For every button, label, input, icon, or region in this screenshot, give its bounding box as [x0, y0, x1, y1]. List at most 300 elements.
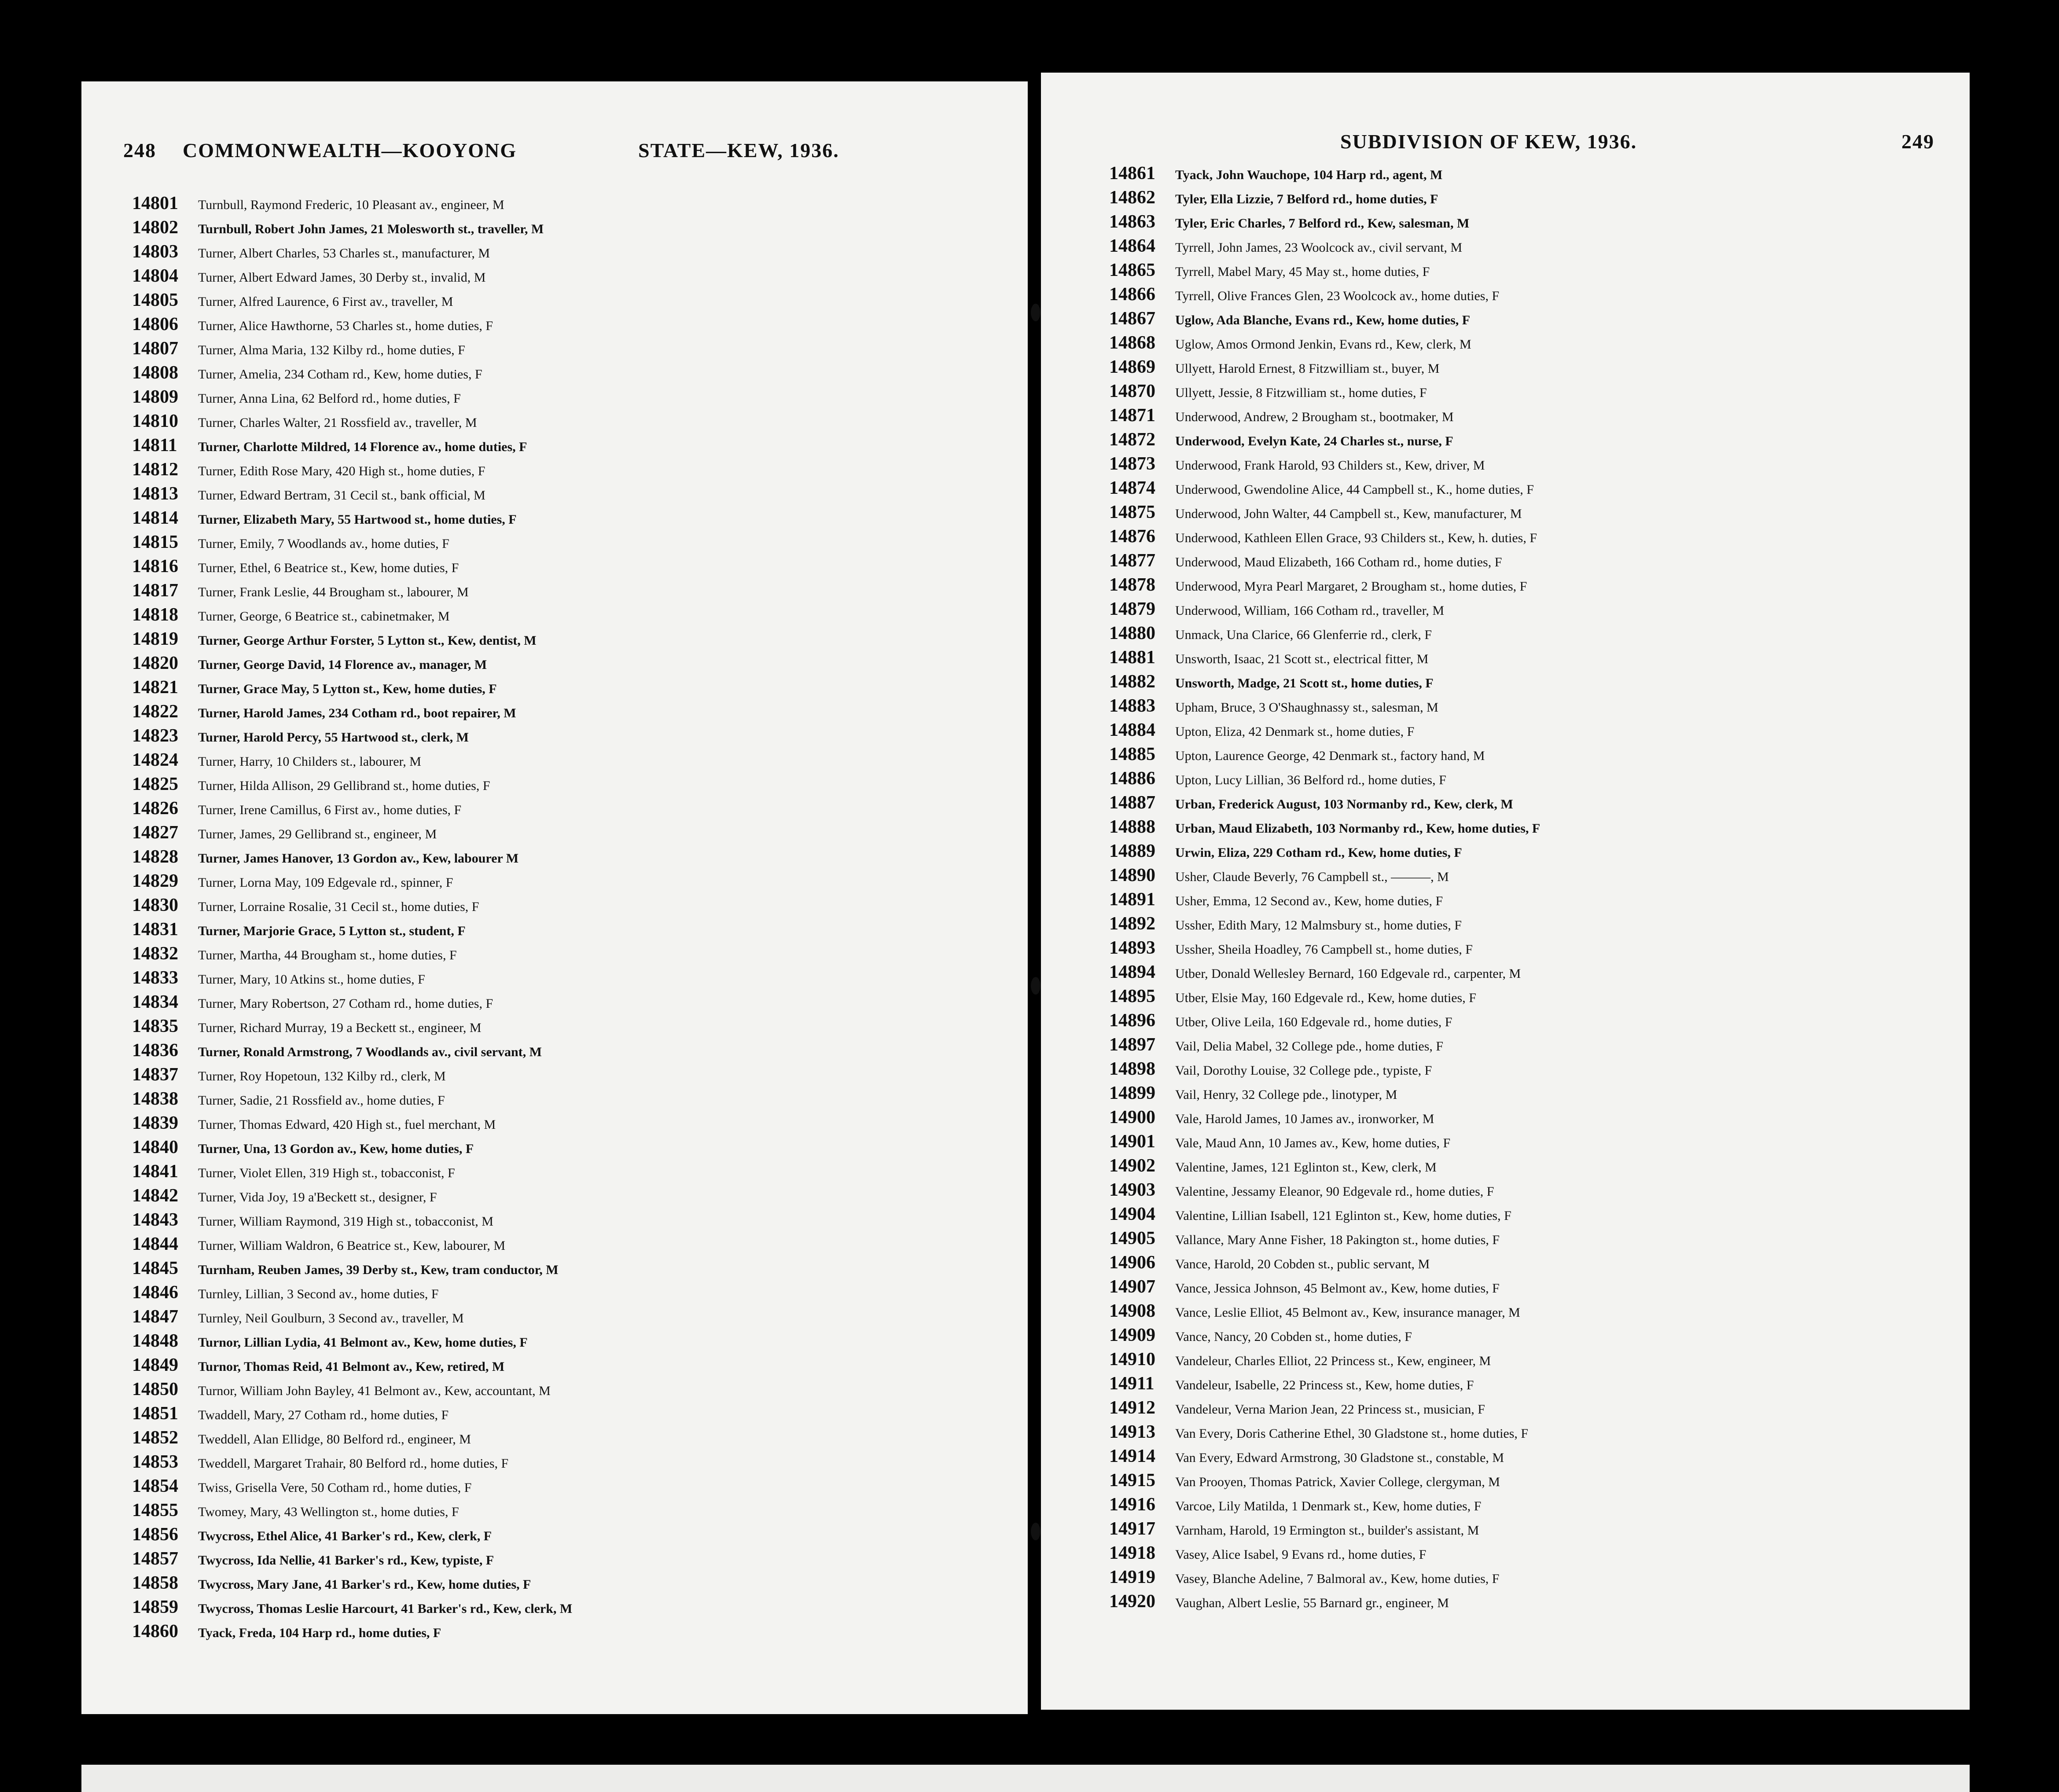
elector-details: Upham, Bruce, 3 O'Shaughnassy st., salesman, M: [1175, 700, 1438, 715]
elector-entry: [81, 845, 1028, 869]
elector-entry: [81, 893, 1028, 918]
elector-number: 14862: [1109, 187, 1155, 208]
elector-details: Turner, George David, 14 Florence av., manager, M: [198, 657, 487, 672]
elector-details: Turner, Vida Joy, 19 a'Beckett st., designer, F: [198, 1190, 437, 1204]
left-page: [81, 81, 1028, 1714]
elector-details: Turner, Marjorie Grace, 5 Lytton st., student, F: [198, 924, 466, 938]
elector-details: Underwood, Andrew, 2 Brougham st., bootmaker, M: [1175, 410, 1454, 424]
binding-mark-bottom: [1031, 1523, 1041, 1540]
binding-mark-middle: [1031, 977, 1041, 995]
elector-details: Vance, Harold, 20 Cobden st., public servant, M: [1175, 1257, 1430, 1271]
elector-entry: [1041, 1590, 1970, 1614]
elector-details: Underwood, Myra Pearl Margaret, 2 Brougham st., home duties, F: [1175, 579, 1527, 594]
elector-details: Utber, Elsie May, 160 Edgevale rd., Kew, home duties, F: [1175, 991, 1476, 1005]
elector-number: 14823: [132, 726, 178, 746]
elector-details: Turner, Richard Murray, 19 a Beckett st., engineer, M: [198, 1021, 482, 1035]
elector-details: Turner, Charles Walter, 21 Rossfield av., traveller, M: [198, 415, 477, 430]
elector-details: Turner, Thomas Edward, 420 High st., fuel merchant, M: [198, 1117, 496, 1132]
elector-entry: [81, 1256, 1028, 1281]
right-page: [1041, 73, 1970, 1710]
right-page-number: 249: [1901, 130, 1934, 153]
elector-details: Tyrrell, Olive Frances Glen, 23 Woolcock av., home duties, F: [1175, 289, 1500, 303]
elector-number: 14864: [1109, 236, 1155, 256]
elector-entry: [81, 1474, 1028, 1498]
elector-number: 14839: [132, 1113, 178, 1133]
elector-number: 14803: [132, 242, 178, 262]
elector-details: Tyrrell, Mabel Mary, 45 May st., home duties, F: [1175, 264, 1430, 279]
elector-entry: [1041, 1130, 1970, 1154]
elector-entry: [1041, 767, 1970, 791]
elector-details: Twiss, Grisella Vere, 50 Cotham rd., home duties, F: [198, 1480, 472, 1495]
elector-number: 14915: [1109, 1470, 1155, 1491]
elector-details: Turner, George Arthur Forster, 5 Lytton st., Kew, dentist, M: [198, 633, 537, 648]
elector-entry: [81, 579, 1028, 603]
elector-details: Turnley, Neil Goulburn, 3 Second av., traveller, M: [198, 1311, 464, 1326]
elector-entry: [1041, 1444, 1970, 1469]
elector-number: 14828: [132, 847, 178, 867]
elector-number: 14887: [1109, 793, 1155, 813]
elector-entry: [81, 651, 1028, 676]
elector-entry: [1041, 452, 1970, 476]
right-header-title: SUBDIVISION OF KEW, 1936.: [1340, 130, 1637, 153]
elector-number: 14837: [132, 1065, 178, 1085]
elector-number: 14801: [132, 193, 178, 213]
elector-details: Turner, Irene Camillus, 6 First av., home duties, F: [198, 803, 462, 817]
elector-details: Van Prooyen, Thomas Patrick, Xavier College, clergyman, M: [1175, 1475, 1500, 1489]
elector-details: Turner, Lorna May, 109 Edgevale rd., spinner, F: [198, 875, 453, 890]
elector-details: Turnbull, Raymond Frederic, 10 Pleasant av., engineer, M: [198, 198, 504, 212]
elector-entry: [81, 821, 1028, 845]
elector-entry: [81, 1547, 1028, 1571]
elector-entry: [1041, 1299, 1970, 1323]
elector-details: Tyler, Eric Charles, 7 Belford rd., Kew, salesman, M: [1175, 216, 1470, 231]
elector-number: 14809: [132, 387, 178, 407]
elector-number: 14856: [132, 1524, 178, 1545]
left-page-header: [81, 139, 1028, 169]
elector-number: 14855: [132, 1500, 178, 1520]
elector-entry: [1041, 1372, 1970, 1396]
elector-details: Vail, Henry, 32 College pde., linotyper, M: [1175, 1087, 1397, 1102]
elector-details: Tyrrell, John James, 23 Woolcock av., civil servant, M: [1175, 240, 1463, 255]
elector-details: Turner, Violet Ellen, 319 High st., tobacconist, F: [198, 1166, 455, 1180]
elector-entry: [81, 361, 1028, 385]
elector-entry: [1041, 1517, 1970, 1541]
elector-number: 14813: [132, 484, 178, 504]
elector-entry: [1041, 1541, 1970, 1565]
elector-number: 14872: [1109, 430, 1155, 450]
elector-number: 14844: [132, 1234, 178, 1254]
elector-number: 14904: [1109, 1204, 1155, 1224]
elector-entry: [1041, 258, 1970, 283]
elector-entry: [81, 191, 1028, 216]
elector-number: 14812: [132, 459, 178, 480]
elector-details: Twycross, Mary Jane, 41 Barker's rd., Kew, home duties, F: [198, 1577, 531, 1592]
elector-number: 14821: [132, 677, 178, 698]
elector-number: 14867: [1109, 308, 1155, 329]
elector-entry: [81, 506, 1028, 530]
elector-entry: [81, 1039, 1028, 1063]
elector-details: Turnor, Thomas Reid, 41 Belmont av., Kew, retired, M: [198, 1359, 505, 1374]
elector-entry: [81, 1208, 1028, 1232]
elector-number: 14869: [1109, 357, 1155, 377]
elector-number: 14859: [132, 1597, 178, 1617]
elector-number: 14852: [132, 1428, 178, 1448]
elector-number: 14897: [1109, 1035, 1155, 1055]
elector-number: 14860: [132, 1621, 178, 1641]
elector-entry: [1041, 1178, 1970, 1202]
elector-entry: [81, 990, 1028, 1014]
elector-number: 14847: [132, 1307, 178, 1327]
elector-number: 14905: [1109, 1228, 1155, 1249]
elector-details: Turner, George, 6 Beatrice st., cabinetmaker, M: [198, 609, 450, 624]
elector-number: 14891: [1109, 889, 1155, 910]
elector-entry: [1041, 500, 1970, 525]
elector-details: Tyack, John Wauchope, 104 Harp rd., agent, M: [1175, 168, 1443, 182]
elector-number: 14824: [132, 750, 178, 770]
elector-number: 14888: [1109, 817, 1155, 837]
elector-details: Turner, Edith Rose Mary, 420 High st., home duties, F: [198, 464, 485, 478]
elector-number: 14878: [1109, 575, 1155, 595]
left-header-title: COMMONWEALTH—KOOYONG: [183, 139, 517, 162]
elector-number: 14818: [132, 605, 178, 625]
elector-number: 14835: [132, 1016, 178, 1036]
elector-number: 14815: [132, 532, 178, 552]
elector-number: 14909: [1109, 1325, 1155, 1345]
elector-entry: [81, 1014, 1028, 1039]
elector-details: Turner, Alma Maria, 132 Kilby rd., home duties, F: [198, 343, 465, 357]
elector-entry: [81, 337, 1028, 361]
elector-number: 14893: [1109, 938, 1155, 958]
elector-details: Vale, Maud Ann, 10 James av., Kew, home duties, F: [1175, 1136, 1451, 1150]
elector-details: Urwin, Eliza, 229 Cotham rd., Kew, home duties, F: [1175, 845, 1462, 860]
elector-number: 14900: [1109, 1107, 1155, 1127]
left-entry-list: [81, 191, 1028, 1644]
elector-entry: [81, 1498, 1028, 1523]
elector-entry: [81, 458, 1028, 482]
elector-entry: [1041, 379, 1970, 404]
elector-details: Vance, Nancy, 20 Cobden st., home duties, F: [1175, 1329, 1412, 1344]
elector-details: Utber, Donald Wellesley Bernard, 160 Edgevale rd., carpenter, M: [1175, 966, 1521, 981]
elector-number: 14840: [132, 1137, 178, 1157]
elector-number: 14857: [132, 1549, 178, 1569]
elector-details: Underwood, Evelyn Kate, 24 Charles st., nurse, F: [1175, 434, 1453, 448]
elector-entry: [1041, 1565, 1970, 1590]
elector-entry: [81, 748, 1028, 772]
elector-number: 14827: [132, 823, 178, 843]
elector-number: 14822: [132, 701, 178, 722]
elector-details: Unsworth, Madge, 21 Scott st., home duties, F: [1175, 676, 1434, 690]
elector-entry: [81, 240, 1028, 264]
elector-number: 14851: [132, 1403, 178, 1424]
elector-details: Turner, Elizabeth Mary, 55 Hartwood st., home duties, F: [198, 512, 517, 527]
elector-number: 14901: [1109, 1131, 1155, 1152]
elector-number: 14894: [1109, 962, 1155, 982]
elector-details: Tyack, Freda, 104 Harp rd., home duties, F: [198, 1626, 441, 1640]
elector-entry: [1041, 1493, 1970, 1517]
elector-details: Twaddell, Mary, 27 Cotham rd., home duties, F: [198, 1408, 449, 1422]
elector-entry: [81, 966, 1028, 990]
elector-entry: [1041, 549, 1970, 573]
elector-number: 14834: [132, 992, 178, 1012]
elector-number: 14917: [1109, 1519, 1155, 1539]
elector-number: 14912: [1109, 1398, 1155, 1418]
elector-number: 14910: [1109, 1349, 1155, 1370]
elector-details: Vandeleur, Charles Elliot, 22 Princess st., Kew, engineer, M: [1175, 1354, 1491, 1368]
elector-entry: [1041, 670, 1970, 694]
elector-entry: [81, 1329, 1028, 1353]
elector-entry: [81, 1063, 1028, 1087]
elector-details: Turner, Albert Charles, 53 Charles st., manufacturer, M: [198, 246, 490, 261]
elector-details: Ussher, Edith Mary, 12 Malmsbury st., home duties, F: [1175, 918, 1462, 933]
elector-number: 14850: [132, 1379, 178, 1399]
elector-details: Ullyett, Harold Ernest, 8 Fitzwilliam st., buyer, M: [1175, 361, 1440, 376]
elector-entry: [81, 1087, 1028, 1111]
elector-number: 14879: [1109, 599, 1155, 619]
elector-details: Turner, Amelia, 234 Cotham rd., Kew, home duties, F: [198, 367, 482, 382]
elector-number: 14919: [1109, 1567, 1155, 1587]
elector-number: 14830: [132, 895, 178, 915]
elector-entry: [1041, 1009, 1970, 1033]
elector-details: Vaughan, Albert Leslie, 55 Barnard gr., engineer, M: [1175, 1596, 1449, 1610]
elector-details: Turner, Hilda Allison, 29 Gellibrand st., home duties, F: [198, 778, 490, 793]
elector-entry: [81, 1305, 1028, 1329]
elector-number: 14846: [132, 1282, 178, 1303]
elector-details: Urban, Maud Elizabeth, 103 Normanby rd., Kew, home duties, F: [1175, 821, 1541, 836]
elector-details: Turner, Lorraine Rosalie, 31 Cecil st., home duties, F: [198, 900, 479, 914]
elector-entry: [81, 1111, 1028, 1135]
elector-details: Urban, Frederick August, 103 Normanby rd., Kew, clerk, M: [1175, 797, 1513, 812]
elector-entry: [81, 312, 1028, 337]
elector-entry: [81, 942, 1028, 966]
elector-details: Turnor, Lillian Lydia, 41 Belmont av., Kew, home duties, F: [198, 1335, 528, 1350]
elector-entry: [81, 1450, 1028, 1474]
elector-entry: [81, 216, 1028, 240]
elector-number: 14868: [1109, 333, 1155, 353]
elector-entry: [1041, 331, 1970, 355]
elector-details: Uglow, Amos Ormond Jenkin, Evans rd., Kew, clerk, M: [1175, 337, 1471, 352]
elector-details: Turner, Sadie, 21 Rossfield av., home duties, F: [198, 1093, 445, 1108]
elector-details: Valentine, Lillian Isabell, 121 Eglinton st., Kew, home duties, F: [1175, 1208, 1511, 1223]
elector-number: 14804: [132, 266, 178, 286]
next-page-edge: [81, 1765, 1970, 1792]
elector-entry: [81, 482, 1028, 506]
left-header-state: STATE—KEW, 1936.: [638, 139, 839, 162]
elector-number: 14811: [132, 435, 177, 455]
elector-details: Unsworth, Isaac, 21 Scott st., electrical fitter, M: [1175, 652, 1429, 666]
elector-number: 14918: [1109, 1543, 1155, 1563]
elector-details: Turner, Emily, 7 Woodlands av., home duties, F: [198, 536, 449, 551]
elector-details: Vail, Delia Mabel, 32 College pde., home duties, F: [1175, 1039, 1444, 1054]
elector-details: Underwood, Kathleen Ellen Grace, 93 Childers st., Kew, h. duties, F: [1175, 531, 1537, 545]
elector-entry: [81, 772, 1028, 797]
elector-details: Underwood, William, 166 Cotham rd., traveller, M: [1175, 603, 1445, 618]
elector-entry: [1041, 791, 1970, 815]
elector-details: Turner, Charlotte Mildred, 14 Florence av., home duties, F: [198, 440, 527, 454]
elector-details: Vandeleur, Verna Marion Jean, 22 Princess st., musician, F: [1175, 1402, 1485, 1417]
elector-details: Turner, Harold James, 234 Cotham rd., boot repairer, M: [198, 706, 516, 720]
elector-details: Turner, Ronald Armstrong, 7 Woodlands av., civil servant, M: [198, 1045, 542, 1059]
elector-details: Ullyett, Jessie, 8 Fitzwilliam st., home duties, F: [1175, 386, 1427, 400]
elector-entry: [81, 554, 1028, 579]
elector-number: 14820: [132, 653, 178, 673]
elector-entry: [81, 433, 1028, 458]
elector-number: 14908: [1109, 1301, 1155, 1321]
elector-entry: [81, 1184, 1028, 1208]
elector-details: Turner, Alfred Laurence, 6 First av., traveller, M: [198, 294, 453, 309]
elector-number: 14836: [132, 1040, 178, 1061]
elector-details: Turner, Alice Hawthorne, 53 Charles st., home duties, F: [198, 319, 493, 333]
elector-details: Turner, Mary, 10 Atkins st., home duties, F: [198, 972, 425, 987]
elector-details: Turner, James, 29 Gellibrand st., engineer, M: [198, 827, 437, 841]
elector-entry: [1041, 1105, 1970, 1130]
elector-details: Underwood, Frank Harold, 93 Childers st., Kew, driver, M: [1175, 458, 1485, 473]
elector-entry: [1041, 307, 1970, 331]
elector-details: Turner, Edward Bertram, 31 Cecil st., bank official, M: [198, 488, 485, 503]
elector-number: 14875: [1109, 502, 1155, 522]
elector-number: 14889: [1109, 841, 1155, 861]
right-page-header: [1041, 130, 1970, 161]
elector-number: 14885: [1109, 744, 1155, 764]
elector-details: Twomey, Mary, 43 Wellington st., home duties, F: [198, 1505, 459, 1519]
elector-number: 14870: [1109, 381, 1155, 401]
elector-number: 14845: [132, 1258, 178, 1278]
elector-number: 14906: [1109, 1252, 1155, 1273]
elector-number: 14808: [132, 363, 178, 383]
elector-details: Upton, Laurence George, 42 Denmark st., factory hand, M: [1175, 749, 1485, 763]
elector-details: Twycross, Ida Nellie, 41 Barker's rd., Kew, typiste, F: [198, 1553, 494, 1568]
elector-number: 14810: [132, 411, 178, 431]
elector-entry: [1041, 404, 1970, 428]
right-entry-list: [1041, 162, 1970, 1614]
elector-entry: [1041, 234, 1970, 258]
elector-number: 14865: [1109, 260, 1155, 280]
elector-entry: [1041, 1348, 1970, 1372]
elector-details: Turner, Harry, 10 Childers st., labourer, M: [198, 754, 421, 769]
elector-entry: [81, 869, 1028, 893]
elector-details: Turnor, William John Bayley, 41 Belmont av., Kew, accountant, M: [198, 1384, 551, 1398]
elector-entry: [81, 1619, 1028, 1644]
elector-entry: [81, 700, 1028, 724]
elector-details: Turner, Frank Leslie, 44 Brougham st., labourer, M: [198, 585, 469, 599]
elector-entry: [81, 1426, 1028, 1450]
elector-entry: [81, 918, 1028, 942]
elector-entry: [81, 530, 1028, 554]
elector-number: 14920: [1109, 1591, 1155, 1612]
elector-entry: [1041, 1202, 1970, 1226]
elector-details: Utber, Olive Leila, 160 Edgevale rd., home duties, F: [1175, 1015, 1452, 1029]
elector-details: Valentine, James, 121 Eglinton st., Kew, clerk, M: [1175, 1160, 1437, 1175]
elector-number: 14826: [132, 798, 178, 819]
elector-number: 14883: [1109, 696, 1155, 716]
elector-entry: [1041, 1081, 1970, 1105]
elector-number: 14874: [1109, 478, 1155, 498]
elector-details: Tyler, Ella Lizzie, 7 Belford rd., home duties, F: [1175, 192, 1438, 206]
elector-number: 14866: [1109, 284, 1155, 305]
elector-details: Underwood, John Walter, 44 Campbell st., Kew, manufacturer, M: [1175, 507, 1522, 521]
elector-entry: [1041, 476, 1970, 500]
elector-number: 14914: [1109, 1446, 1155, 1466]
elector-details: Turnham, Reuben James, 39 Derby st., Kew, tram conductor, M: [198, 1263, 559, 1277]
elector-entry: [1041, 573, 1970, 597]
elector-number: 14902: [1109, 1156, 1155, 1176]
elector-number: 14841: [132, 1161, 178, 1182]
elector-entry: [1041, 597, 1970, 621]
elector-details: Upton, Eliza, 42 Denmark st., home duties, F: [1175, 724, 1415, 739]
elector-entry: [81, 1523, 1028, 1547]
elector-details: Underwood, Maud Elizabeth, 166 Cotham rd., home duties, F: [1175, 555, 1502, 569]
elector-number: 14816: [132, 556, 178, 577]
elector-number: 14896: [1109, 1010, 1155, 1031]
elector-number: 14895: [1109, 986, 1155, 1006]
elector-entry: [1041, 863, 1970, 888]
elector-details: Turner, Mary Robertson, 27 Cotham rd., home duties, F: [198, 996, 493, 1011]
elector-number: 14858: [132, 1573, 178, 1593]
elector-number: 14884: [1109, 720, 1155, 740]
elector-entry: [1041, 1226, 1970, 1251]
elector-details: Van Every, Edward Armstrong, 30 Gladstone st., constable, M: [1175, 1450, 1504, 1465]
elector-details: Unmack, Una Clarice, 66 Glenferrie rd., clerk, F: [1175, 628, 1432, 642]
elector-entry: [81, 1281, 1028, 1305]
elector-number: 14848: [132, 1331, 178, 1351]
elector-number: 14871: [1109, 405, 1155, 426]
elector-details: Turner, James Hanover, 13 Gordon av., Kew, labourer M: [198, 851, 519, 866]
elector-entry: [81, 385, 1028, 409]
elector-details: Valentine, Jessamy Eleanor, 90 Edgevale rd., home duties, F: [1175, 1184, 1494, 1199]
elector-details: Uglow, Ada Blanche, Evans rd., Kew, home duties, F: [1175, 313, 1471, 327]
elector-entry: [81, 1402, 1028, 1426]
elector-entry: [1041, 283, 1970, 307]
elector-entry: [1041, 1251, 1970, 1275]
elector-details: Vale, Harold James, 10 James av., ironworker, M: [1175, 1112, 1434, 1126]
elector-entry: [1041, 1057, 1970, 1081]
elector-entry: [1041, 1420, 1970, 1444]
elector-number: 14843: [132, 1210, 178, 1230]
elector-number: 14903: [1109, 1180, 1155, 1200]
elector-number: 14825: [132, 774, 178, 794]
binding-mark-top: [1031, 304, 1041, 321]
elector-details: Usher, Claude Beverly, 76 Campbell st., ———, M: [1175, 870, 1449, 884]
elector-number: 14819: [132, 629, 178, 649]
elector-number: 14842: [132, 1186, 178, 1206]
elector-details: Ussher, Sheila Hoadley, 76 Campbell st., home duties, F: [1175, 942, 1473, 957]
elector-number: 14805: [132, 290, 178, 310]
elector-entry: [1041, 984, 1970, 1009]
elector-number: 14838: [132, 1089, 178, 1109]
elector-number: 14892: [1109, 914, 1155, 934]
elector-entry: [81, 264, 1028, 288]
elector-details: Usher, Emma, 12 Second av., Kew, home duties, F: [1175, 894, 1443, 908]
elector-number: 14907: [1109, 1277, 1155, 1297]
elector-entry: [1041, 718, 1970, 742]
elector-details: Turner, Harold Percy, 55 Hartwood st., clerk, M: [198, 730, 469, 745]
elector-entry: [81, 676, 1028, 700]
elector-number: 14916: [1109, 1495, 1155, 1515]
elector-details: Turner, William Waldron, 6 Beatrice st., Kew, labourer, M: [198, 1238, 505, 1253]
elector-entry: [81, 1353, 1028, 1377]
elector-entry: [81, 797, 1028, 821]
elector-number: 14877: [1109, 551, 1155, 571]
elector-details: Vance, Leslie Elliot, 45 Belmont av., Kew, insurance manager, M: [1175, 1305, 1520, 1320]
elector-entry: [81, 288, 1028, 312]
elector-number: 14807: [132, 338, 178, 359]
elector-details: Turner, Una, 13 Gordon av., Kew, home duties, F: [198, 1142, 474, 1156]
elector-entry: [1041, 1323, 1970, 1348]
elector-number: 14876: [1109, 526, 1155, 547]
left-page-number: 248: [123, 139, 156, 162]
elector-entry: [81, 1232, 1028, 1256]
elector-details: Turner, Ethel, 6 Beatrice st., Kew, home duties, F: [198, 561, 459, 575]
elector-entry: [1041, 186, 1970, 210]
